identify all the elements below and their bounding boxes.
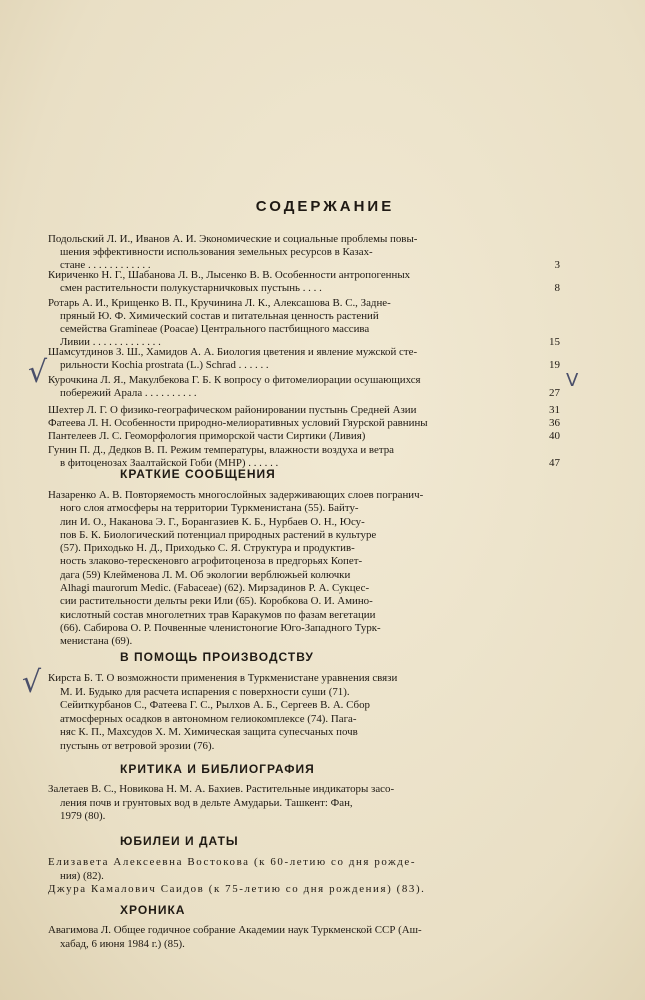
section-line: Сейиткурбанов С., Фатеева Г. С., Рылхов А. Б., Сергеев В. А. Сбор: [60, 699, 370, 711]
section-chronicle-text: [48, 924, 532, 951]
section-line: (66). Сабирова О. Р. Почвенные членистоногие Юго-Западного Турк-: [60, 621, 381, 634]
toc-entry-line: стане . . . . . . . . . . . .: [60, 259, 151, 271]
toc-entry: [48, 233, 532, 272]
section-line: сии растительности дельты реки Или (65). Коробкова О. И. Амино-: [60, 595, 373, 608]
section-line: Назаренко А. В. Повторяемость многослойных задерживающих слоев погранич-: [48, 489, 424, 501]
section-line: Кирста Б. Т. О возможности применения в Туркменистане уравнения связи: [48, 672, 398, 684]
toc-entry: [48, 417, 532, 430]
handwritten-tick-mark: V: [566, 370, 579, 391]
section-heading-jubilee: ЮБИЛЕИ И ДАТЫ: [120, 834, 239, 848]
toc-entry-line: Шехтер Л. Г. О физико-географическом районировании пустынь Средней Азии: [48, 404, 417, 416]
toc-entry: [48, 374, 532, 400]
section-line: Елизавета Алексеевна Востокова (к 60-летию со дня рожде-: [48, 856, 417, 868]
toc-entry-line: шения эффективности использования земельных ресурсов в Казах-: [60, 246, 373, 258]
section-line: М. И. Будыко для расчета испарения с поверхности суши (71).: [60, 685, 350, 698]
section-heading-brief: КРАТКИЕ СООБЩЕНИЯ: [120, 467, 276, 481]
toc-entry-line: Фатеева Л. Н. Особенности природно-мелиоративных условий Гяурской равнины: [48, 417, 428, 429]
section-line: Авагимова Л. Общее годичное собрание Академии наук Туркменской ССР (Аш-: [48, 924, 422, 936]
toc-page-number: 31: [549, 404, 560, 416]
section-line: няс К. П., Махсудов Х. М. Химическая защита супесчаных почв: [60, 726, 358, 738]
toc-page-number: 40: [549, 430, 560, 442]
toc-page-number: 8: [554, 282, 560, 294]
section-line: Alhagi maurorum Medic. (Fabaceae) (62). Мирзадинов Р. А. Сукцес-: [60, 582, 370, 595]
section-line: дага (59) Клейменова Л. М. Об экологии верблюжьей колючки: [60, 568, 351, 581]
section-heading-critique: КРИТИКА И БИБЛИОГРАФИЯ: [120, 762, 315, 776]
toc-entry-line: Кириченко Н. Г., Шабанова Л. В., Лысенко В. В. Особенности антропогенных: [48, 269, 411, 281]
section-line: хабад, 6 июня 1984 г.) (85).: [60, 937, 185, 950]
section-line: ного слоя атмосферы на территории Туркменистана (55). Байту-: [60, 502, 359, 515]
toc-page-number: 36: [549, 417, 560, 429]
section-critique-text: [48, 783, 532, 824]
section-line: 1979 (80).: [60, 810, 106, 822]
section-line: пов Б. К. Биологический потенциал природных растений в культуре: [60, 528, 377, 541]
toc-entry: [48, 430, 532, 443]
toc-entry-line: Ливии . . . . . . . . . . . . .: [60, 336, 161, 348]
section-line: ность злаково-терескеновго агрофитоценоза в предгорьях Копет-: [60, 555, 363, 568]
section-brief-text: [48, 489, 532, 649]
toc-entry-line: Пантелеев Л. С. Геоморфология приморской части Сиртики (Ливия): [48, 430, 366, 442]
section-production-text: [48, 672, 532, 753]
section-line: кислотный состав многолетних трав Каракумов по фазам вегетации: [60, 608, 376, 621]
handwritten-check-mark-2: √: [22, 665, 42, 700]
section-line: Джура Камалович Саидов (к 75-летию со дня рождения) (83).: [48, 883, 426, 895]
toc-entry: [48, 297, 532, 349]
toc-entry-line: Гунин П. Д., Дедков В. П. Режим температуры, влажности воздуха и ветра: [48, 444, 395, 456]
toc-page-number: 15: [549, 336, 560, 348]
toc-entry-line: Подольский Л. И., Иванов А. И. Экономические и социальные проблемы повы-: [48, 233, 418, 245]
toc-entry-line: пряный Ю. Ф. Химический состав и питательная ценность растений: [60, 310, 379, 322]
section-line: ния) (82).: [60, 869, 104, 882]
section-heading-chronicle: ХРОНИКА: [120, 903, 186, 917]
toc-entry-line: Ротарь А. И., Крищенко В. П., Кручинина Л. К., Алексашова В. С., Задне-: [48, 297, 391, 309]
toc-page-number: 27: [549, 387, 560, 399]
section-line: лин И. О., Наканова Э. Г., Борангазиев К. Б., Нурбаев О. Н., Юсу-: [60, 515, 365, 528]
toc-entry: [48, 404, 532, 417]
section-line: (57). Приходько Н. Д., Приходько С. Я. Структура и продуктив-: [60, 542, 355, 555]
handwritten-check-mark: √: [28, 355, 48, 390]
toc-entry-line: побережий Арала . . . . . . . . . .: [60, 387, 197, 399]
toc-entry: [48, 346, 532, 372]
toc-entry-line: Шамсутдинов З. Ш., Хамидов А. А. Биология цветения и явление мужской сте-: [48, 346, 418, 358]
toc-page-number: 3: [554, 259, 560, 271]
section-heading-production: В ПОМОЩЬ ПРОИЗВОДСТВУ: [120, 650, 314, 664]
section-line: Залетаев В. С., Новикова Н. М. А. Бахиев. Растительные индикаторы засо-: [48, 783, 395, 795]
toc-entry: [48, 269, 532, 295]
toc-entry-line: Курочкина Л. Я., Макулбекова Г. Б. К вопросу о фитомелиорации осушающихся: [48, 374, 421, 386]
section-line: пустынь от ветровой эрозии (76).: [60, 739, 215, 752]
section-line: атмосферных осадков в автономном гелиокомплексе (74). Пага-: [60, 712, 357, 725]
section-jubilee-text: [48, 856, 532, 897]
section-line: менистана (69).: [60, 635, 133, 648]
toc-entry-line: рильности Kochia prostrata (L.) Schrad . . . . . .: [60, 359, 269, 371]
toc-entry-line: семейства Gramineae (Poacae) Центрального пастбищного массива: [60, 323, 370, 335]
toc-entry-line: смен растительности полукустарничковых пустынь . . . .: [60, 282, 322, 294]
toc-entry-line: в фитоценозах Заалтайской Гоби (МНР) . . . . . .: [60, 457, 279, 469]
toc-page-number: 47: [549, 457, 560, 469]
section-line: ления почв и грунтовых вод в дельте Амударьи. Ташкент: Фан,: [60, 796, 353, 809]
toc-page-number: 19: [549, 359, 560, 371]
page-title: СОДЕРЖАНИЕ: [255, 198, 395, 215]
